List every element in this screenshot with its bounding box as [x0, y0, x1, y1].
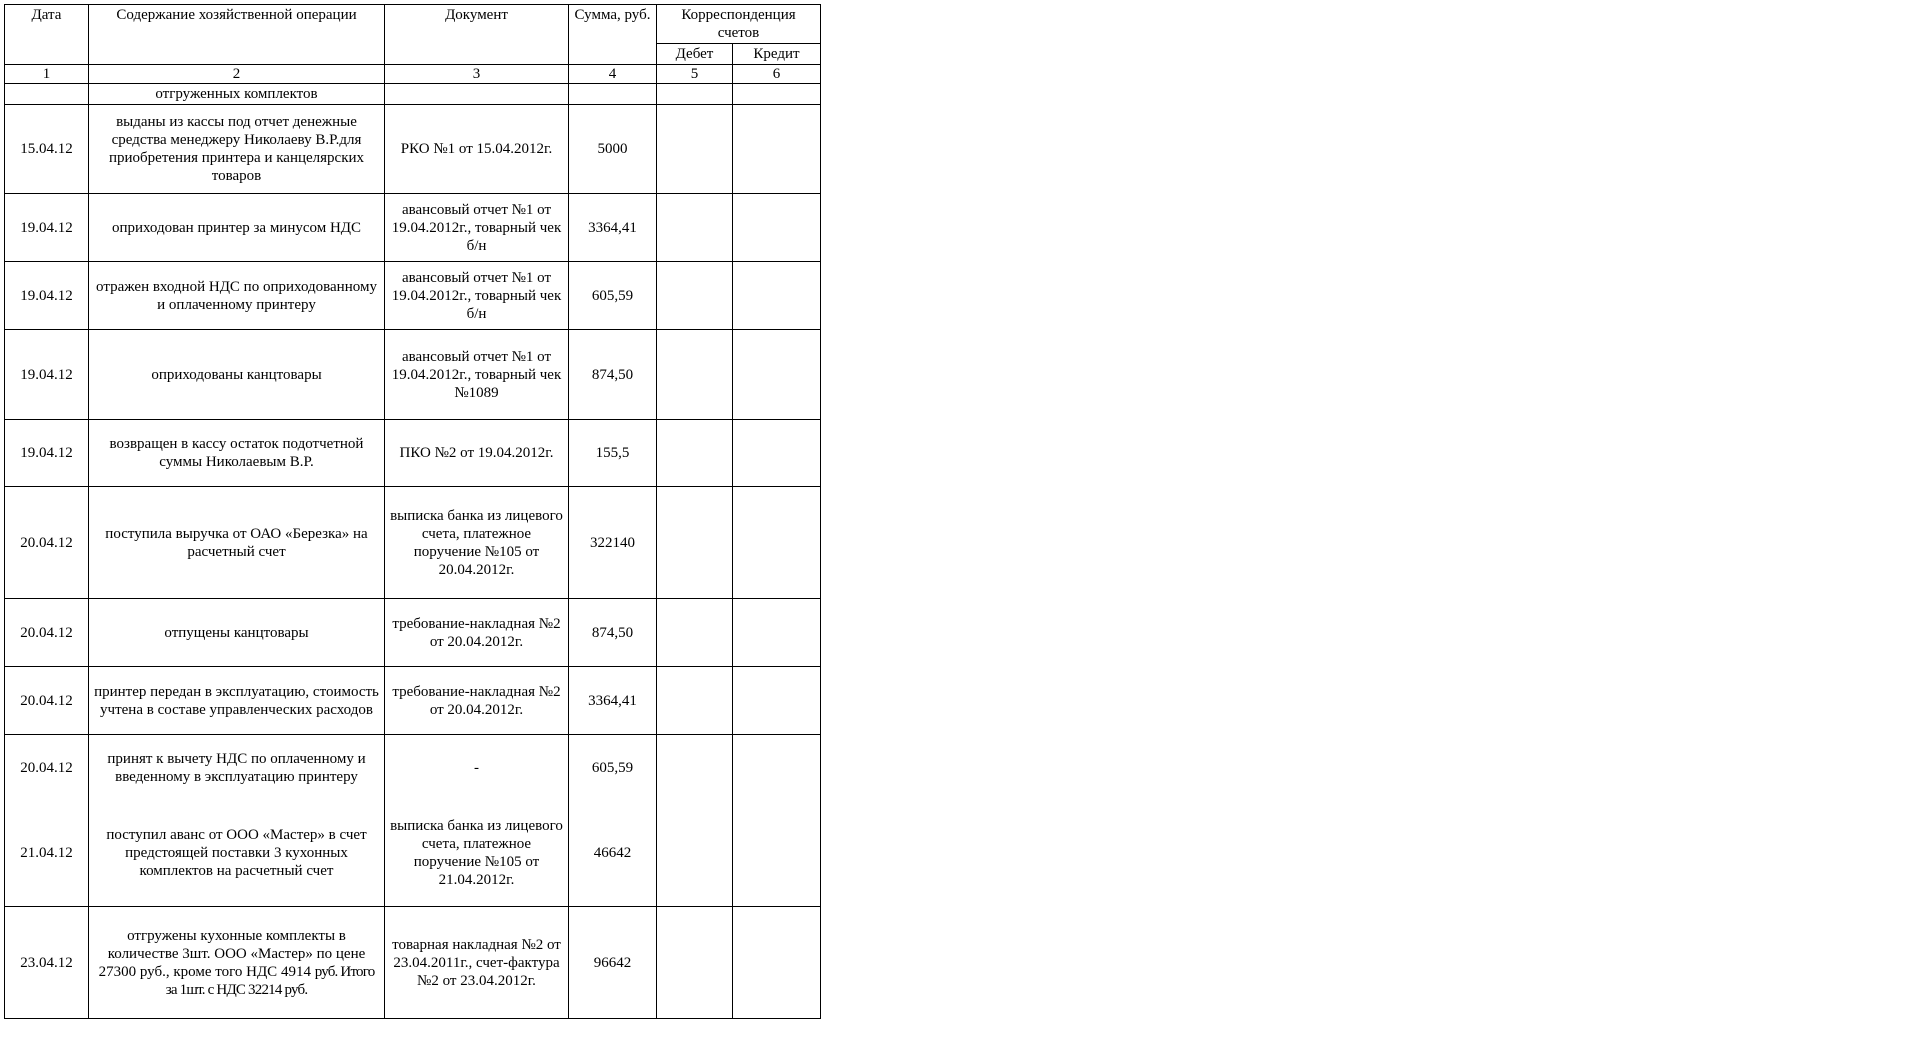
table-row — [5, 330, 821, 420]
cell-debit — [657, 330, 733, 420]
column-number: 3 — [385, 65, 569, 84]
cell-credit — [733, 262, 821, 330]
cell-description: поступил аванс от ООО «Мастер» в счет предстоящей поставки 3 кухонных комплектов на расчетный счет — [89, 801, 385, 907]
table-row — [5, 262, 821, 330]
cell-credit — [733, 735, 821, 801]
description-text-condensed: руб. Итого за 1шт. с НДС 32214 руб. — [165, 963, 375, 998]
cell-debit — [657, 420, 733, 487]
cell-document: товарная накладная №2 от 23.04.2011г., счет-фактура №2 от 23.04.2012г. — [385, 907, 569, 1019]
header-credit: Кредит — [733, 44, 821, 65]
cell-empty — [569, 84, 657, 105]
cell-date: 20.04.12 — [5, 667, 89, 735]
cell-debit — [657, 487, 733, 599]
header-debit: Дебет — [657, 44, 733, 65]
carryover-row — [5, 84, 821, 105]
cell-credit — [733, 105, 821, 194]
column-number: 5 — [657, 65, 733, 84]
cell-date: 19.04.12 — [5, 420, 89, 487]
cell-amount: 3364,41 — [569, 667, 657, 735]
cell-credit — [733, 194, 821, 262]
cell-document: РКО №1 от 15.04.2012г. — [385, 105, 569, 194]
cell-empty — [5, 84, 89, 105]
cell-date: 19.04.12 — [5, 330, 89, 420]
cell-amount: 96642 — [569, 907, 657, 1019]
cell-date: 21.04.12 — [5, 801, 89, 907]
cell-credit — [733, 907, 821, 1019]
table-header — [5, 5, 821, 84]
cell-date: 19.04.12 — [5, 262, 89, 330]
cell-description: принтер передан в эксплуатацию, стоимость учтена в составе управленческих расходов — [89, 667, 385, 735]
cell-amount: 605,59 — [569, 262, 657, 330]
cell-document: выписка банка из лицевого счета, платежное поручение №105 от 21.04.2012г. — [385, 801, 569, 907]
table-row — [5, 667, 821, 735]
cell-description: оприходованы канцтовары — [89, 330, 385, 420]
cell-empty — [385, 84, 569, 105]
carryover-text: отгруженных комплектов — [89, 84, 385, 105]
table-row — [5, 420, 821, 487]
cell-amount: 322140 — [569, 487, 657, 599]
cell-date: 20.04.12 — [5, 599, 89, 667]
cell-description: отражен входной НДС по оприходованному и оплаченному принтеру — [89, 262, 385, 330]
table-row — [5, 801, 821, 907]
header-correspondence: Корреспонденция счетов — [657, 5, 821, 44]
column-numbers-row — [5, 65, 821, 84]
cell-debit — [657, 599, 733, 667]
cell-document: ПКО №2 от 19.04.2012г. — [385, 420, 569, 487]
cell-date: 23.04.12 — [5, 907, 89, 1019]
cell-description: оприходован принтер за минусом НДС — [89, 194, 385, 262]
cell-date: 20.04.12 — [5, 487, 89, 599]
column-number: 2 — [89, 65, 385, 84]
cell-document: выписка банка из лицевого счета, платежное поручение №105 от 20.04.2012г. — [385, 487, 569, 599]
table-body — [5, 84, 821, 1019]
column-number: 6 — [733, 65, 821, 84]
journal-table — [4, 4, 821, 1019]
column-number: 1 — [5, 65, 89, 84]
cell-debit — [657, 194, 733, 262]
header-document: Документ — [385, 5, 569, 65]
column-number: 4 — [569, 65, 657, 84]
cell-document: требование-накладная №2 от 20.04.2012г. — [385, 599, 569, 667]
cell-date: 15.04.12 — [5, 105, 89, 194]
cell-credit — [733, 599, 821, 667]
cell-description: поступила выручка от ОАО «Березка» на расчетный счет — [89, 487, 385, 599]
description-text: отгружены кухонные комплекты в количестве 3шт. ООО «Мастер» по цене 27300 руб., кроме того НДС 4914 — [98, 927, 366, 980]
cell-description: отпущены канцтовары — [89, 599, 385, 667]
cell-debit — [657, 262, 733, 330]
cell-credit — [733, 420, 821, 487]
table-row — [5, 735, 821, 801]
cell-description — [89, 907, 385, 1019]
cell-credit — [733, 487, 821, 599]
cell-credit — [733, 330, 821, 420]
cell-document: - — [385, 735, 569, 801]
cell-amount: 3364,41 — [569, 194, 657, 262]
cell-debit — [657, 801, 733, 907]
table-row — [5, 907, 821, 1019]
cell-credit — [733, 667, 821, 735]
cell-document: авансовый отчет №1 от 19.04.2012г., товарный чек №1089 — [385, 330, 569, 420]
cell-debit — [657, 105, 733, 194]
cell-credit — [733, 801, 821, 907]
cell-document: требование-накладная №2 от 20.04.2012г. — [385, 667, 569, 735]
table-row — [5, 487, 821, 599]
cell-amount: 155,5 — [569, 420, 657, 487]
cell-date: 19.04.12 — [5, 194, 89, 262]
cell-empty — [733, 84, 821, 105]
cell-document: авансовый отчет №1 от 19.04.2012г., товарный чек б/н — [385, 194, 569, 262]
cell-description: возвращен в кассу остаток подотчетной суммы Николаевым В.Р. — [89, 420, 385, 487]
cell-debit — [657, 907, 733, 1019]
cell-amount: 874,50 — [569, 599, 657, 667]
cell-date: 20.04.12 — [5, 735, 89, 801]
header-amount: Сумма, руб. — [569, 5, 657, 65]
table-row — [5, 194, 821, 262]
cell-debit — [657, 667, 733, 735]
cell-empty — [657, 84, 733, 105]
cell-amount: 46642 — [569, 801, 657, 907]
header-description: Содержание хозяйственной операции — [89, 5, 385, 65]
cell-description: выданы из кассы под отчет денежные средства менеджеру Николаеву В.Р.для приобретения принтера и канцелярских товаров — [89, 105, 385, 194]
cell-debit — [657, 735, 733, 801]
cell-description: принят к вычету НДС по оплаченному и введенному в эксплуатацию принтеру — [89, 735, 385, 801]
cell-amount: 5000 — [569, 105, 657, 194]
cell-amount: 605,59 — [569, 735, 657, 801]
cell-document: авансовый отчет №1 от 19.04.2012г., товарный чек б/н — [385, 262, 569, 330]
cell-amount: 874,50 — [569, 330, 657, 420]
header-date: Дата — [5, 5, 89, 65]
table-row — [5, 599, 821, 667]
table-row — [5, 105, 821, 194]
